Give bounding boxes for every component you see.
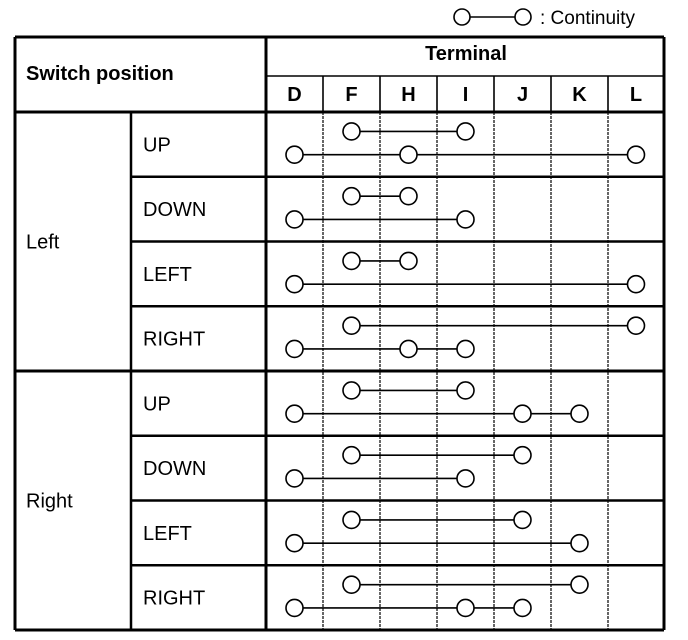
terminal-circle-l [628,317,645,334]
terminal-circle-f [343,188,360,205]
terminal-circle-j [514,511,531,528]
terminal-labels [287,84,642,106]
terminal-label-d: D [287,84,302,106]
switch-position-left-right: RIGHT [143,328,206,351]
switch-position-left-down: DOWN [143,199,207,222]
terminal-circle-f [343,447,360,464]
terminal-circle-j [514,447,531,464]
terminal-circle-f [343,252,360,269]
terminal-circle-h [400,146,417,163]
connection-row-left-left [286,252,645,292]
switch-position-left-up: UP [143,134,171,157]
group-label-left: Left [26,231,60,254]
terminal-circle-f [343,511,360,528]
terminal-circle-k [571,405,588,422]
terminal-circle-i [457,382,474,399]
connection-row-left-up [286,123,645,163]
terminal-circle-d [286,276,303,293]
terminal-circle-i [457,470,474,487]
terminal-circle-i [457,123,474,140]
switch-position-right-left: LEFT [143,522,192,545]
terminal-label-j: J [516,84,529,106]
legend-text: : Continuity [540,8,636,29]
table-grid [15,37,664,630]
terminal-circle-h [400,188,417,205]
terminal-label-k: K [572,84,587,106]
terminal-circle-d [286,535,303,552]
table-header [26,43,642,106]
terminal-circle-k [571,576,588,593]
legend-terminal-circle [515,9,531,25]
terminal-circle-l [628,146,645,163]
switch-position-right-right: RIGHT [143,587,206,610]
terminal-circle-f [343,382,360,399]
terminal-circle-j [514,405,531,422]
terminal-circle-f [343,576,360,593]
terminal-header: Terminal [425,43,507,65]
switch-position-header: Switch position [26,63,174,85]
terminal-circle-i [457,211,474,228]
legend-terminal-circle [454,9,470,25]
terminal-label-i: I [462,84,469,106]
group-label-right: Right [26,490,73,513]
terminal-circle-i [457,599,474,616]
terminal-circle-l [628,276,645,293]
terminal-label-l: L [629,84,643,106]
terminal-circle-h [400,252,417,269]
terminal-circle-d [286,211,303,228]
terminal-circle-k [571,535,588,552]
switch-position-right-up: UP [143,393,171,416]
terminal-circle-f [343,123,360,140]
terminal-circle-d [286,470,303,487]
terminal-circle-h [400,340,417,357]
terminal-circle-i [457,340,474,357]
terminal-circle-f [343,317,360,334]
terminal-circle-d [286,405,303,422]
terminal-circle-d [286,146,303,163]
terminal-circle-d [286,340,303,357]
terminal-label-h: H [401,84,416,106]
legend [454,8,636,29]
terminal-circle-j [514,599,531,616]
switch-position-left-left: LEFT [143,263,192,286]
terminal-label-f: F [345,84,358,106]
terminal-circle-d [286,599,303,616]
switch-position-right-down: DOWN [143,458,207,481]
connection-row-left-right [286,317,645,357]
